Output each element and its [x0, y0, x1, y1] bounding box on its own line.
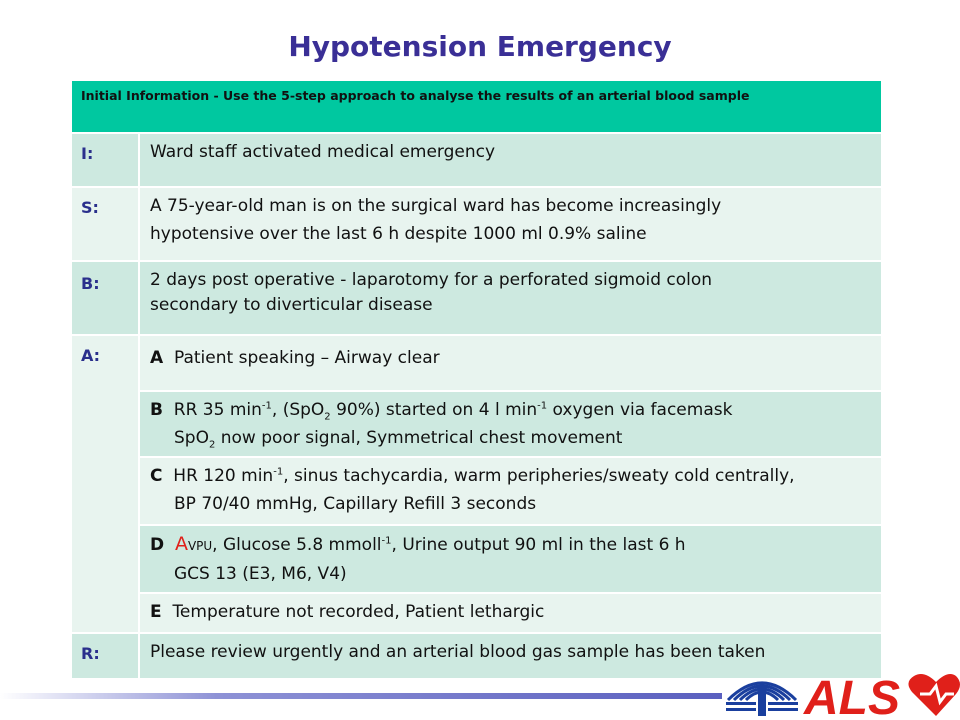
subscript: 2: [208, 439, 216, 451]
breathing-text: RR 35 min: [173, 400, 262, 420]
breathing-text: oxygen via facemask: [547, 400, 733, 420]
assessment-airway: [140, 336, 881, 392]
row-assessment-b: [72, 392, 881, 458]
breathing-text: now poor signal, Symmetrical chest movement: [215, 428, 623, 448]
logo-emblem-icon: [726, 683, 798, 716]
airway-letter: A: [150, 348, 164, 368]
recommendation-text: Please review urgently and an arterial blood gas sample has been taken: [150, 642, 766, 662]
row-value-b: [140, 262, 881, 336]
exposure-letter: E: [150, 602, 162, 622]
row-key-s: S:: [72, 188, 140, 262]
assessment-breathing: [140, 392, 881, 458]
disability-letter: D: [150, 535, 165, 555]
circulation-text: , sinus tachycardia, warm peripheries/sweaty cold centrally,: [283, 466, 795, 486]
row-background: [72, 262, 881, 336]
row-assessment-c: [72, 458, 881, 526]
superscript: -1: [261, 400, 272, 412]
row-key-a: A:: [72, 336, 140, 634]
assessment-exposure: [140, 594, 881, 634]
sbar-table: [72, 81, 881, 678]
row-key-r: R:: [72, 634, 140, 678]
assessment-circulation: [140, 458, 881, 526]
row-value-s: [140, 188, 881, 262]
breathing-letter: B: [150, 400, 163, 420]
superscript: -1: [537, 400, 548, 412]
avpu-highlight: A: [174, 533, 188, 555]
breathing-text: 90%) started on 4 l min: [330, 400, 538, 420]
disability-text: , Glucose 5.8 mmoll: [212, 535, 382, 555]
circulation-letter: C: [150, 466, 163, 486]
heart-icon: [908, 674, 960, 716]
row-value-i: [140, 134, 881, 188]
table-header-row: [72, 81, 881, 134]
table-header: Initial Information - Use the 5-step approach to analyse the results of an arterial blood sample: [72, 81, 881, 134]
identify-text: Ward staff activated medical emergency: [150, 142, 496, 162]
disability-line-2: GCS 13 (E3, M6, V4): [174, 564, 347, 584]
breathing-text: SpO: [174, 428, 209, 448]
row-situation: [72, 188, 881, 262]
background-line-2: secondary to diverticular disease: [150, 295, 433, 315]
superscript: -1: [381, 535, 392, 547]
exposure-text: Temperature not recorded, Patient lethargic: [172, 602, 545, 622]
row-assessment-a: [72, 336, 881, 392]
situation-line-1: A 75-year-old man is on the surgical ward has become increasingly: [150, 196, 722, 216]
logo-text: ALS: [804, 672, 900, 720]
superscript: -1: [273, 466, 284, 478]
avpu-rest: VPU: [187, 539, 213, 553]
disability-text: , Urine output 90 ml in the last 6 h: [391, 535, 686, 555]
row-key-i: I:: [72, 134, 140, 188]
row-identify: [72, 134, 881, 188]
circulation-text: HR 120 min: [173, 466, 274, 486]
assessment-disability: [140, 526, 881, 594]
situation-line-2: hypotensive over the last 6 h despite 1000 ml 0.9% saline: [150, 224, 647, 244]
footer-gradient-line: [0, 693, 722, 699]
subscript: 2: [324, 411, 331, 423]
airway-text: Patient speaking – Airway clear: [173, 348, 440, 368]
breathing-line-2: [150, 424, 622, 452]
slide-title: Hypotension Emergency: [288, 30, 672, 63]
breathing-text: , (SpO: [271, 400, 325, 420]
row-assessment-d: [72, 526, 881, 594]
circulation-line-2: BP 70/40 mmHg, Capillary Refill 3 seconds: [174, 494, 537, 514]
row-key-b: B:: [72, 262, 140, 336]
row-assessment-e: [72, 594, 881, 634]
background-line-1: 2 days post operative - laparotomy for a perforated sigmoid colon: [150, 270, 713, 290]
als-logo: [724, 664, 960, 720]
